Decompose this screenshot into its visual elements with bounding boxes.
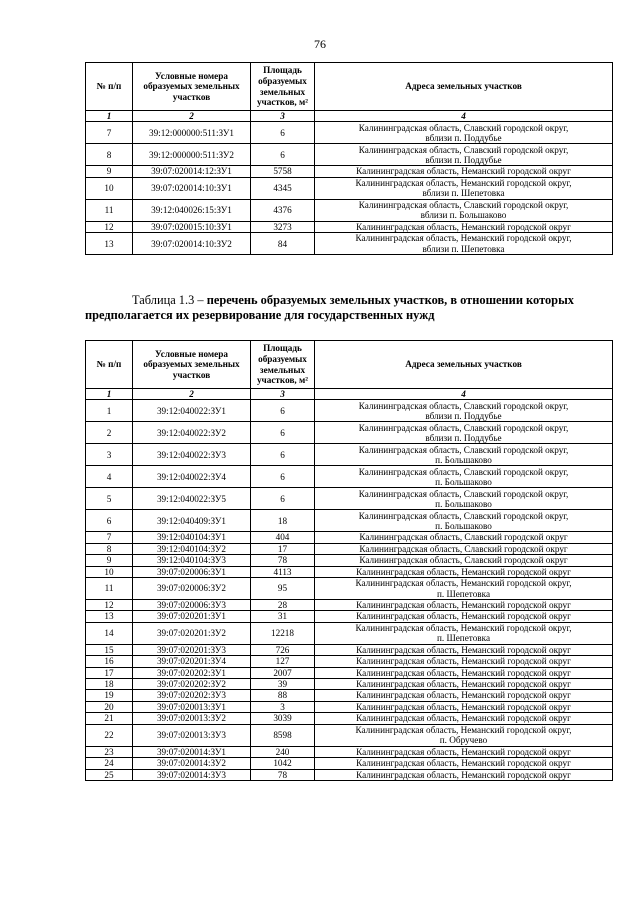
address-line: п. Шепетовка — [436, 633, 491, 644]
table-row — [86, 679, 613, 690]
plot-address-cell — [315, 566, 613, 577]
table-row — [86, 422, 613, 444]
row-number-cell: 9 — [86, 555, 133, 566]
address-line: Калининградская область, Славский городской округ, — [358, 400, 569, 411]
header-area-line: земельных — [259, 86, 306, 97]
table-row — [86, 122, 613, 144]
address-line: Калининградская область, Славский городской округ, — [358, 444, 569, 455]
address-line: Калининградская область, Неманский городской округ — [356, 611, 571, 622]
plot-address-cell — [315, 746, 613, 757]
table-row — [86, 566, 613, 577]
address-line: Калининградская область, Славский городской округ — [359, 555, 568, 566]
address-line: вблизи п. Шепетовка — [422, 188, 505, 199]
plot-area-cell: 78 — [251, 769, 315, 780]
index-row — [86, 111, 613, 122]
index-cell: 3 — [251, 111, 315, 122]
plot-area-cell: 4345 — [251, 177, 315, 199]
header-area-line: участков, м² — [256, 375, 309, 386]
plot-code-cell: 39:07:020014:12:ЗУ1 — [133, 166, 251, 177]
plot-address-cell — [315, 713, 613, 724]
header-num: № п/п — [86, 63, 133, 111]
plot-area-cell: 1042 — [251, 758, 315, 769]
row-number-cell: 8 — [86, 543, 133, 554]
index-row — [86, 389, 613, 400]
plot-address-cell — [315, 600, 613, 611]
plot-area-cell: 726 — [251, 644, 315, 655]
plot-code-cell: 39:12:040022:ЗУ3 — [133, 444, 251, 466]
plot-area-cell: 6 — [251, 144, 315, 166]
plot-area-cell: 2007 — [251, 667, 315, 678]
table-row — [86, 199, 613, 221]
row-number-cell: 20 — [86, 701, 133, 712]
plot-address-cell — [315, 758, 613, 769]
table-row — [86, 488, 613, 510]
address-line: Калининградская область, Неманский городской округ — [356, 679, 571, 690]
plot-address-cell — [315, 724, 613, 746]
row-number-cell: 14 — [86, 622, 133, 644]
plot-address-cell — [315, 701, 613, 712]
address-line: вблизи п. Большаково — [420, 210, 507, 221]
index-cell: 4 — [315, 111, 613, 122]
header-area-line: образуемых — [258, 75, 307, 86]
plot-area-cell: 95 — [251, 578, 315, 600]
table-row — [86, 724, 613, 746]
table-row — [86, 543, 613, 554]
plot-address-cell — [315, 122, 613, 144]
address-line: Калининградская область, Неманский городской округ, — [355, 622, 572, 633]
plot-code-cell: 39:07:020201:ЗУ3 — [133, 644, 251, 655]
row-number-cell: 15 — [86, 644, 133, 655]
plot-address-cell — [315, 199, 613, 221]
address-line: Калининградская область, Славский городской округ, — [358, 144, 569, 155]
table-row — [86, 746, 613, 757]
plot-code-cell: 39:07:020202:ЗУ1 — [133, 667, 251, 678]
plot-area-cell: 4376 — [251, 199, 315, 221]
address-line: Калининградская область, Славский городской округ — [359, 543, 568, 554]
plot-code-cell: 39:07:020202:ЗУ3 — [133, 690, 251, 701]
plot-code-cell: 39:12:040022:ЗУ2 — [133, 422, 251, 444]
row-number-cell: 12 — [86, 221, 133, 232]
plot-code-cell: 39:07:020201:ЗУ2 — [133, 622, 251, 644]
header-address: Адреса земельных участков — [315, 341, 613, 389]
address-line: Калининградская область, Славский городской округ, — [358, 510, 569, 521]
index-cell: 3 — [251, 389, 315, 400]
plot-area-cell: 4113 — [251, 566, 315, 577]
address-line: п. Большаково — [435, 520, 492, 531]
plot-code-cell: 39:12:040022:ЗУ1 — [133, 400, 251, 422]
header-area — [251, 63, 315, 111]
table-row — [86, 690, 613, 701]
header-address: Адреса земельных участков — [315, 63, 613, 111]
plot-code-cell: 39:12:040104:ЗУ2 — [133, 543, 251, 554]
plot-code-cell: 39:07:020201:ЗУ4 — [133, 656, 251, 667]
row-number-cell: 7 — [86, 532, 133, 543]
index-cell: 2 — [133, 111, 251, 122]
table-row — [86, 667, 613, 678]
plot-area-cell: 84 — [251, 233, 315, 255]
plot-address-cell — [315, 611, 613, 622]
plot-area-cell: 39 — [251, 679, 315, 690]
row-number-cell: 10 — [86, 177, 133, 199]
row-number-cell: 9 — [86, 166, 133, 177]
plot-code-cell: 39:07:020014:10:ЗУ1 — [133, 177, 251, 199]
address-line: Калининградская область, Неманский городской округ — [356, 769, 571, 780]
address-line: Калининградская область, Неманский городской округ — [356, 746, 571, 757]
table-row — [86, 713, 613, 724]
row-number-cell: 13 — [86, 233, 133, 255]
header-area — [251, 341, 315, 389]
caption-line-1 — [85, 293, 612, 308]
table-row — [86, 510, 613, 532]
address-line: п. Обручево — [439, 735, 488, 746]
plot-address-cell — [315, 400, 613, 422]
plot-code-cell: 39:12:040104:ЗУ3 — [133, 555, 251, 566]
plot-address-cell — [315, 656, 613, 667]
plot-area-cell: 8598 — [251, 724, 315, 746]
table-row — [86, 400, 613, 422]
address-line: Калининградская область, Неманский городской округ, — [355, 233, 572, 244]
plot-code-cell: 39:07:020015:10:ЗУ1 — [133, 221, 251, 232]
plot-address-cell — [315, 466, 613, 488]
table-row — [86, 578, 613, 600]
plot-code-cell: 39:07:020013:ЗУ1 — [133, 701, 251, 712]
plot-code-cell: 39:12:040022:ЗУ4 — [133, 466, 251, 488]
plot-code-cell: 39:07:020006:ЗУ3 — [133, 600, 251, 611]
row-number-cell: 11 — [86, 199, 133, 221]
table-row — [86, 166, 613, 177]
plot-code-cell: 39:12:040022:ЗУ5 — [133, 488, 251, 510]
address-line: п. Большаково — [435, 454, 492, 465]
table-row — [86, 769, 613, 780]
plot-code-cell: 39:07:020201:ЗУ1 — [133, 611, 251, 622]
row-number-cell: 17 — [86, 667, 133, 678]
table1-body — [86, 122, 613, 255]
address-line: Калининградская область, Неманский городской округ — [356, 690, 571, 701]
plot-address-cell — [315, 644, 613, 655]
plot-address-cell — [315, 543, 613, 554]
table-row — [86, 444, 613, 466]
address-line: вблизи п. Поддубье — [425, 154, 502, 165]
address-line: вблизи п. Поддубье — [425, 132, 502, 143]
plot-area-cell: 3273 — [251, 221, 315, 232]
row-number-cell: 5 — [86, 488, 133, 510]
row-number-cell: 6 — [86, 510, 133, 532]
caption-title-part-2: предполагается их резервирование для государственных нужд — [85, 308, 435, 322]
table-row — [86, 600, 613, 611]
plot-code-cell: 39:07:020013:ЗУ2 — [133, 713, 251, 724]
address-line: Калининградская область, Славский городской округ, — [358, 122, 569, 133]
table-row — [86, 233, 613, 255]
row-number-cell: 25 — [86, 769, 133, 780]
row-number-cell: 18 — [86, 679, 133, 690]
row-number-cell: 2 — [86, 422, 133, 444]
plot-address-cell — [315, 221, 613, 232]
address-line: Калининградская область, Неманский городской округ — [356, 166, 571, 177]
plot-code-cell: 39:12:040026:15:ЗУ1 — [133, 199, 251, 221]
address-line: Калининградская область, Неманский городской округ — [356, 566, 571, 577]
address-line: вблизи п. Поддубье — [425, 410, 502, 421]
table-row — [86, 611, 613, 622]
address-line: Калининградская область, Славский городской округ — [359, 532, 568, 543]
address-line: Калининградская область, Неманский городской округ, — [355, 578, 572, 589]
table-row — [86, 758, 613, 769]
caption-title-part-1: перечень образуемых земельных участков, в отношении которых — [206, 293, 574, 307]
address-line: Калининградская область, Неманский городской округ — [356, 656, 571, 667]
table-row — [86, 532, 613, 543]
plot-address-cell — [315, 166, 613, 177]
index-cell: 4 — [315, 389, 613, 400]
header-num: № п/п — [86, 341, 133, 389]
address-line: Калининградская область, Неманский городской округ — [356, 758, 571, 769]
address-line: Калининградская область, Неманский городской округ — [356, 701, 571, 712]
address-line: п. Большаково — [435, 498, 492, 509]
address-line: вблизи п. Шепетовка — [422, 243, 505, 254]
plot-area-cell: 18 — [251, 510, 315, 532]
plot-address-cell — [315, 532, 613, 543]
address-line: Калининградская область, Неманский городской округ — [356, 600, 571, 611]
plot-address-cell — [315, 769, 613, 780]
table-row — [86, 701, 613, 712]
header-area-line: образуемых — [258, 353, 307, 364]
plot-area-cell: 240 — [251, 746, 315, 757]
table2-body — [86, 400, 613, 781]
plot-address-cell — [315, 233, 613, 255]
address-line: Калининградская область, Славский городской округ, — [358, 488, 569, 499]
plot-address-cell — [315, 578, 613, 600]
address-line: Калининградская область, Неманский городской округ — [356, 221, 571, 232]
plot-address-cell — [315, 622, 613, 644]
plot-area-cell: 3 — [251, 701, 315, 712]
plot-area-cell: 5758 — [251, 166, 315, 177]
table-row — [86, 221, 613, 232]
plot-area-cell: 127 — [251, 656, 315, 667]
address-line: Калининградская область, Неманский городской округ — [356, 713, 571, 724]
header-area-line: Площадь — [263, 343, 302, 354]
table-caption — [85, 293, 612, 323]
plot-code-cell: 39:12:000000:511:ЗУ1 — [133, 122, 251, 144]
plot-area-cell: 404 — [251, 532, 315, 543]
plot-area-cell: 28 — [251, 600, 315, 611]
reserved-land-plots-table — [85, 340, 613, 781]
plot-area-cell: 3039 — [251, 713, 315, 724]
table-row — [86, 656, 613, 667]
row-number-cell: 23 — [86, 746, 133, 757]
caption-prefix: Таблица 1.3 – — [132, 293, 207, 307]
address-line: Калининградская область, Славский городской округ, — [358, 199, 569, 210]
row-number-cell: 16 — [86, 656, 133, 667]
header-area-line: участков, м² — [256, 97, 309, 108]
address-line: Калининградская область, Неманский городской округ — [356, 644, 571, 655]
plot-code-cell: 39:07:020006:ЗУ2 — [133, 578, 251, 600]
address-line: Калининградская область, Неманский городской округ, — [355, 177, 572, 188]
row-number-cell: 13 — [86, 611, 133, 622]
address-line: Калининградская область, Славский городской округ, — [358, 422, 569, 433]
index-cell: 1 — [86, 389, 133, 400]
row-number-cell: 1 — [86, 400, 133, 422]
plot-code-cell: 39:12:040104:ЗУ1 — [133, 532, 251, 543]
plot-code-cell: 39:07:020202:ЗУ2 — [133, 679, 251, 690]
row-number-cell: 4 — [86, 466, 133, 488]
plot-area-cell: 12218 — [251, 622, 315, 644]
plot-area-cell: 6 — [251, 488, 315, 510]
plot-area-cell: 6 — [251, 444, 315, 466]
row-number-cell: 3 — [86, 444, 133, 466]
row-number-cell: 21 — [86, 713, 133, 724]
table-row — [86, 466, 613, 488]
plot-area-cell: 17 — [251, 543, 315, 554]
address-line: п. Шепетовка — [436, 588, 491, 599]
plot-address-cell — [315, 510, 613, 532]
plot-area-cell: 88 — [251, 690, 315, 701]
row-number-cell: 11 — [86, 578, 133, 600]
land-plots-table-continued — [85, 62, 613, 255]
plot-area-cell: 31 — [251, 611, 315, 622]
row-number-cell: 8 — [86, 144, 133, 166]
index-cell: 1 — [86, 111, 133, 122]
index-cell: 2 — [133, 389, 251, 400]
plot-code-cell: 39:07:020014:ЗУ3 — [133, 769, 251, 780]
address-line: Калининградская область, Неманский городской округ — [356, 667, 571, 678]
plot-code-cell: 39:07:020013:ЗУ3 — [133, 724, 251, 746]
row-number-cell: 22 — [86, 724, 133, 746]
table-row — [86, 644, 613, 655]
row-number-cell: 19 — [86, 690, 133, 701]
plot-address-cell — [315, 555, 613, 566]
plot-address-cell — [315, 177, 613, 199]
plot-code-cell: 39:12:040409:ЗУ1 — [133, 510, 251, 532]
plot-address-cell — [315, 690, 613, 701]
header-area-line: Площадь — [263, 65, 302, 76]
row-number-cell: 7 — [86, 122, 133, 144]
plot-address-cell — [315, 444, 613, 466]
plot-code-cell: 39:07:020014:ЗУ1 — [133, 746, 251, 757]
address-line: Калининградская область, Неманский городской округ, — [355, 724, 572, 735]
table-row — [86, 555, 613, 566]
plot-address-cell — [315, 667, 613, 678]
table-row — [86, 177, 613, 199]
header-area-line: земельных — [259, 364, 306, 375]
plot-address-cell — [315, 488, 613, 510]
plot-code-cell: 39:07:020014:10:ЗУ2 — [133, 233, 251, 255]
address-line: вблизи п. Поддубье — [425, 432, 502, 443]
address-line: п. Большаково — [435, 476, 492, 487]
table-row — [86, 622, 613, 644]
plot-address-cell — [315, 679, 613, 690]
plot-code-cell: 39:07:020006:ЗУ1 — [133, 566, 251, 577]
header-code: Условные номера образуемых земельных участков — [133, 63, 251, 111]
table-row — [86, 144, 613, 166]
plot-code-cell: 39:12:000000:511:ЗУ2 — [133, 144, 251, 166]
plot-area-cell: 78 — [251, 555, 315, 566]
plot-code-cell: 39:07:020014:ЗУ2 — [133, 758, 251, 769]
row-number-cell: 10 — [86, 566, 133, 577]
plot-address-cell — [315, 144, 613, 166]
plot-area-cell: 6 — [251, 466, 315, 488]
plot-area-cell: 6 — [251, 122, 315, 144]
plot-address-cell — [315, 422, 613, 444]
plot-area-cell: 6 — [251, 400, 315, 422]
header-code: Условные номера образуемых земельных участков — [133, 341, 251, 389]
row-number-cell: 24 — [86, 758, 133, 769]
row-number-cell: 12 — [86, 600, 133, 611]
plot-area-cell: 6 — [251, 422, 315, 444]
page-number: 76 — [314, 37, 326, 51]
address-line: Калининградская область, Славский городской округ, — [358, 466, 569, 477]
